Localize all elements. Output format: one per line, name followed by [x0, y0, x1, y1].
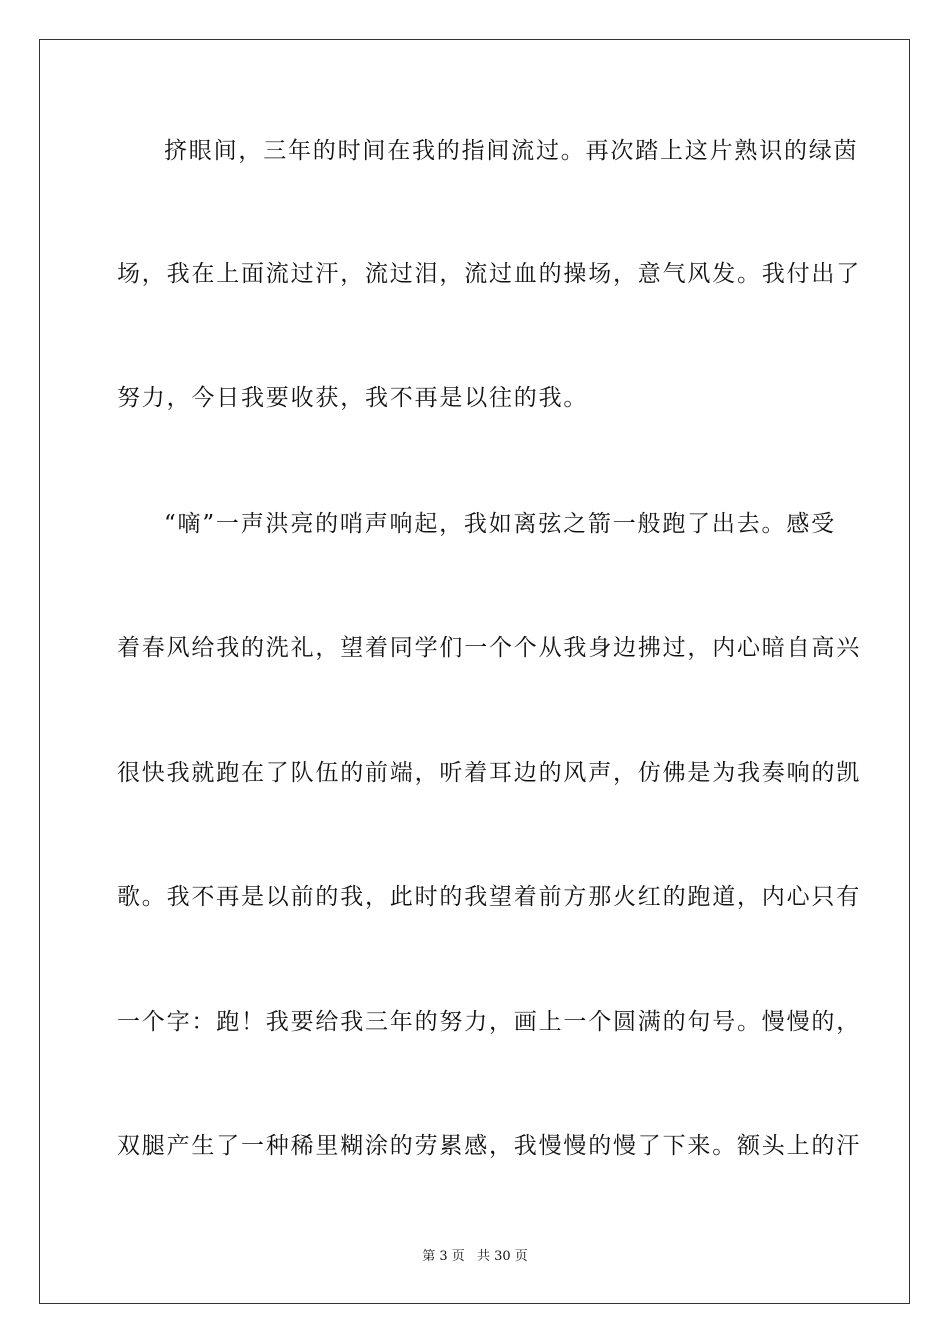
text-line: “嘀”一声洪亮的哨声响起，我如离弦之箭一般跑了出去。感受: [164, 511, 836, 537]
text-line: 场，我在上面流过汗，流过泪，流过血的操场，意气风发。我付出了: [117, 261, 861, 287]
page-total: 共 30 页: [476, 1249, 528, 1264]
text-line: 双腿产生了一种稀里糊涂的劳累感，我慢慢的慢了下来。额头上的汗: [117, 1133, 861, 1159]
page-border: [39, 39, 910, 1304]
text-line: 努力，今日我要收获，我不再是以往的我。: [117, 385, 589, 411]
text-line: 歌。我不再是以前的我，此时的我望着前方那火红的跑道，内心只有: [117, 884, 861, 910]
text-line: 着春风给我的洗礼，望着同学们一个个从我身边拂过，内心暗自高兴: [117, 635, 861, 661]
page-number: 第 3 页: [422, 1249, 465, 1264]
text-line: 很快我就跑在了队伍的前端，听着耳边的风声，仿佛是为我奏响的凯: [117, 760, 861, 786]
text-line: 挤眼间，三年的时间在我的指间流过。再次踏上这片熟识的绿茵: [164, 138, 859, 164]
page-footer: [0, 1248, 950, 1266]
text-line: 一个字：跑！我要给我三年的努力，画上一个圆满的句号。慢慢的，: [117, 1009, 861, 1035]
